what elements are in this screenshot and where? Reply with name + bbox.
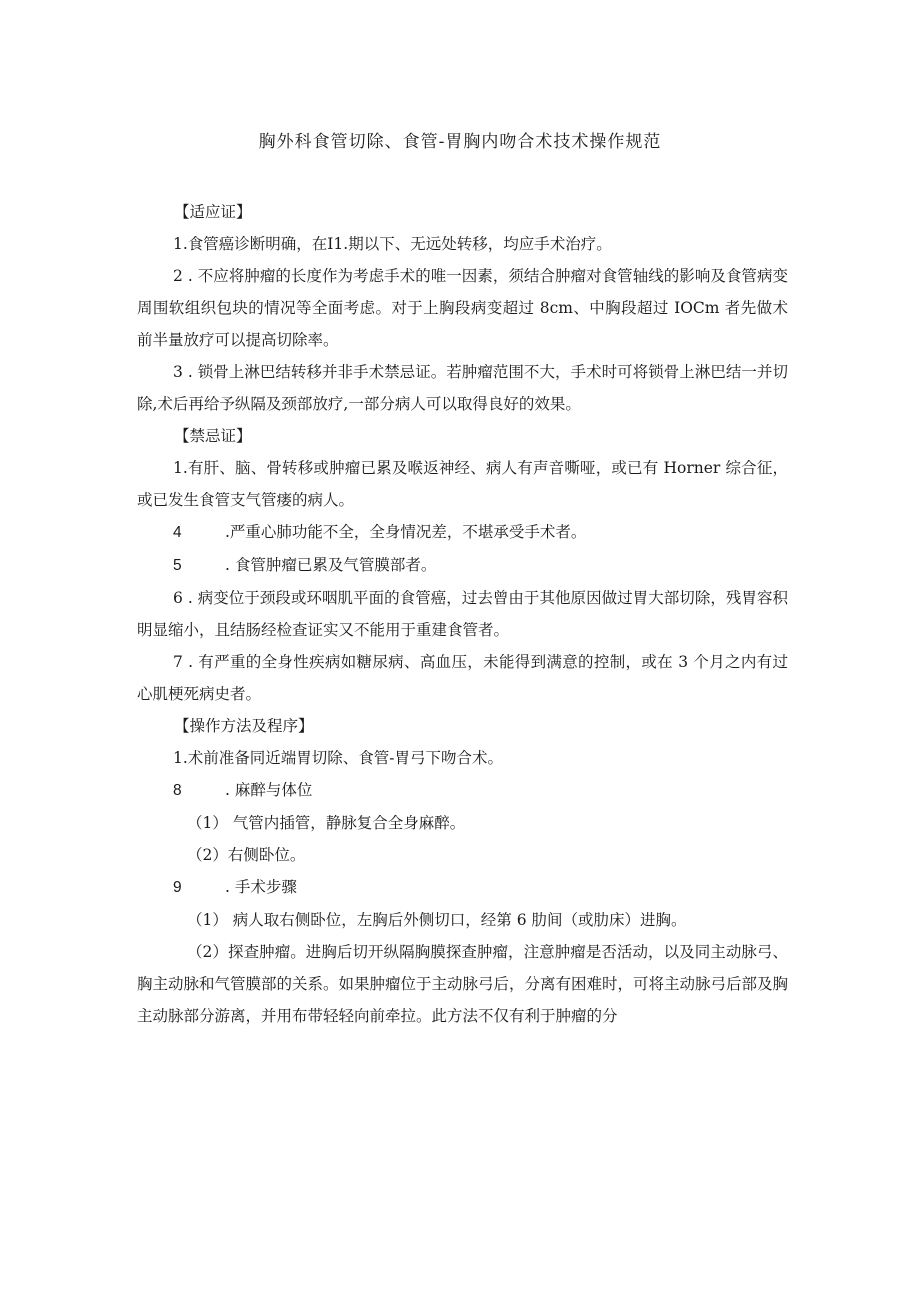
sub-item: （1） 病人取右侧卧位，左胸后外侧切口，经第 6 肋间（或肋床）进胸。: [187, 911, 687, 929]
list-item: [137, 549, 788, 582]
sub-item: （2）右侧卧位。: [187, 846, 306, 864]
list-number: 5: [173, 557, 182, 574]
document-body: [137, 196, 788, 1032]
paragraph: 3 . 锁骨上淋巴结转移并非手术禁忌证。若肿瘤范围不大，手术时可将锁骨上淋巴结一并切除,术后再给予纵隔及颈部放疗,一部分病人可以取得良好的效果。: [137, 363, 788, 413]
section-heading-contraindications: 【禁忌证】: [174, 427, 252, 445]
list-text: . 麻醉与体位: [225, 781, 313, 799]
paragraph: 7 . 有严重的全身性疾病如糖尿病、高血压，未能得到满意的控制，或在 3 个月之内有过心肌梗死病史者。: [137, 653, 788, 703]
paragraph: 6 . 病变位于颈段或环咽肌平面的食管癌，过去曾由于其他原因做过胃大部切除，残胃容积明显缩小，且结肠经检查证实又不能用于重建食管者。: [137, 589, 788, 639]
section-heading-procedure: 【操作方法及程序】: [174, 717, 314, 735]
list-text: . 手术步骤: [225, 878, 297, 896]
paragraph: 2 . 不应将肿瘤的长度作为考虑手术的唯一因素，须结合肿瘤对食管轴线的影响及食管病变周围软组织包块的情况等全面考虑。对于上胸段病变超过 8cm、中胸段超过 IOCm 者先做术前半量放疗可以提高切除率。: [137, 267, 788, 349]
sub-item: （2）探查肿瘤。进胸后切开纵隔胸膜探查肿瘤，注意肿瘤是否活动，以及同主动脉弓、胸主动脉和气管膜部的关系。如果肿瘤位于主动脉弓后，分离有困难时，可将主动脉弓后部及胸主动脉部分游离，并用布带轻轻向前牵拉。此方法不仅有利于肿瘤的分: [137, 943, 789, 1025]
list-item: [137, 871, 788, 904]
list-text: . 食管肿瘤已累及气管膜部者。: [225, 556, 437, 574]
list-number: 9: [173, 879, 182, 896]
section-heading-indications: 【适应证】: [174, 203, 252, 221]
paragraph: 1.术前准备同近端胃切除、食管-胃弓下吻合术。: [173, 749, 504, 767]
list-item: [137, 516, 788, 549]
list-item: [137, 774, 788, 807]
list-number: 4: [173, 524, 182, 541]
list-number: 8: [173, 782, 182, 799]
paragraph: 1.食管癌诊断明确，在I1.期以下、无远处转移，均应手术治疗。: [173, 235, 612, 253]
paragraph: 1.有肝、脑、骨转移或肿瘤已累及喉返神经、病人有声音嘶哑，或已有 Horner 综合征，或已发生食管支气管瘘的病人。: [137, 459, 788, 509]
sub-item: （1） 气管内插管，静脉复合全身麻醉。: [187, 814, 466, 832]
list-text: .严重心肺功能不全，全身情况差，不堪承受手术者。: [225, 523, 587, 541]
page-title: 胸外科食管切除、食管-胃胸内吻合术技术操作规范: [258, 132, 662, 152]
